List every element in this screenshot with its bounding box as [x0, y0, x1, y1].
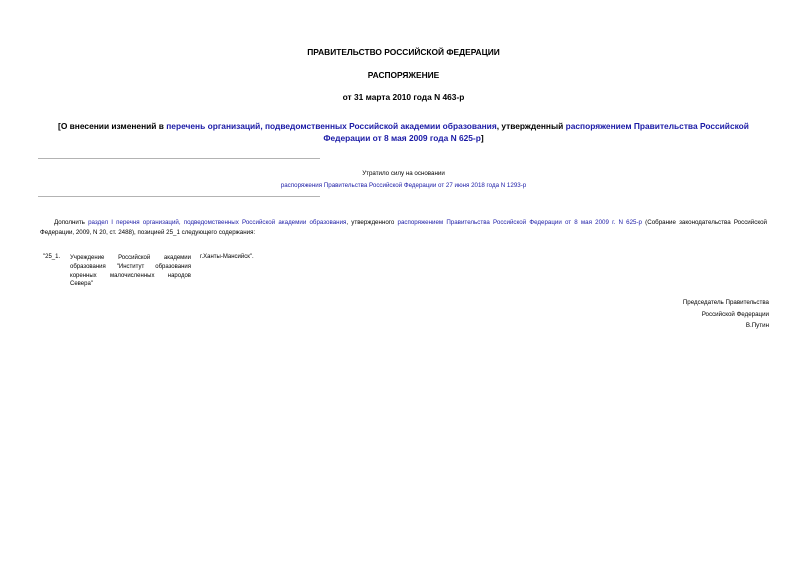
- divider-bottom: [38, 196, 320, 197]
- document-type: РАСПОРЯЖЕНИЕ: [367, 70, 440, 80]
- title-link-list[interactable]: перечень организаций, подведомственных Российской академии образования: [166, 121, 497, 131]
- signature-block: [683, 297, 769, 332]
- body-text-2: , утвержденного: [346, 219, 398, 226]
- title-open-text: [О внесении изменений в: [58, 121, 167, 131]
- title-mid-text: , утвержденный: [496, 121, 566, 131]
- entry-location: г.Ханты-Мансийск".: [200, 254, 254, 260]
- entry-number: "25_1.: [43, 254, 61, 260]
- void-notice-link[interactable]: распоряжения Правительства Российской Федерации от 27 июня 2018 года N 1293-р: [280, 182, 527, 189]
- void-notice: [40, 169, 767, 191]
- body-link-order[interactable]: распоряжением Правительства Российской Федерации от 8 мая 2009 г. N 625-р: [397, 219, 642, 226]
- body-text-1: Дополнить: [54, 219, 89, 226]
- void-notice-text: Утратило силу на основании: [362, 170, 445, 177]
- divider-top: [38, 158, 320, 159]
- signature-country: Российской Федерации: [701, 310, 769, 318]
- title-link-order[interactable]: распоряжением Правительства Российской Федерации от 8 мая 2009 года N 625-р: [323, 121, 749, 143]
- body-text-3: (Собрание законодательства Российской Федерации, 2009, N 20, ст. 2488), позицией 25_1 следующего содержания:: [40, 219, 767, 236]
- government-heading: ПРАВИТЕЛЬСТВО РОССИЙСКОЙ ФЕДЕРАЦИИ: [307, 47, 500, 57]
- body-paragraph: [40, 218, 767, 238]
- signature-title: Председатель Правительства: [682, 299, 769, 306]
- entry-organization: Учреждение Российской академии образования "Институт образования коренных малочисленных народов Севера": [70, 255, 191, 288]
- title-close-text: ]: [480, 133, 484, 143]
- document-title: [40, 120, 767, 144]
- document-date-number: от 31 марта 2010 года N 463-р: [342, 92, 465, 102]
- body-link-section[interactable]: раздел I перечня организаций, подведомственных Российской академии образования: [88, 219, 347, 226]
- signature-name: В.Путин: [745, 322, 769, 330]
